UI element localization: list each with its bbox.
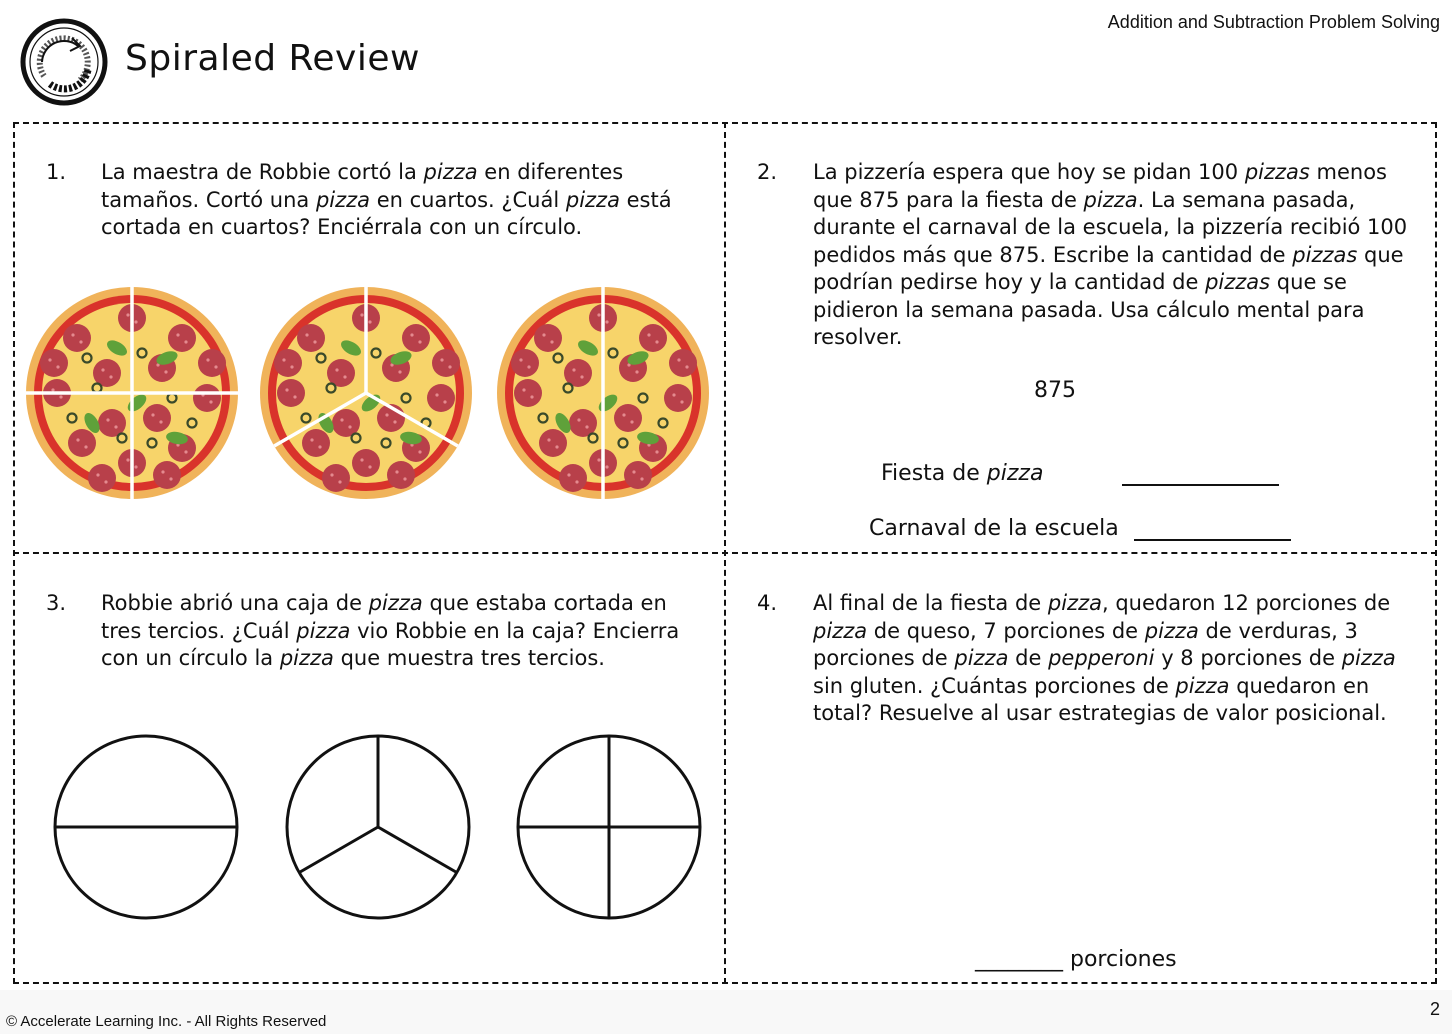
question-4-text [813, 590, 1433, 728]
circle-halves-icon[interactable] [53, 734, 239, 920]
question-3-line-3: con un círculo la pizza que muestra tres tercios. [101, 646, 605, 670]
copyright: © Accelerate Learning Inc. - All Rights Reserved [6, 1013, 327, 1030]
circle-quarters-icon[interactable] [516, 734, 702, 920]
question-2-line-4: pedidos más que 875. Escribe la cantidad de pizzas que [813, 242, 1404, 267]
question-2-line-7: resolver. [813, 325, 903, 349]
question-2-line-3: durante el carnaval de la escuela, la pizzería recibió 100 [813, 215, 1408, 239]
question-3-line-1: Robbie abrió una caja de pizza que estaba cortada en [101, 591, 667, 615]
pizza-halves-icon[interactable] [491, 281, 715, 505]
question-3-text [101, 590, 716, 673]
question-2-line-2: que 875 para la fiesta de pizza. La semana pasada, [813, 187, 1356, 212]
question-4-line-1: Al final de la fiesta de pizza, quedaron 12 porciones de [813, 591, 1391, 615]
fiesta-answer-blank[interactable] [1122, 484, 1279, 486]
porciones-answer[interactable]: ________ porciones [975, 947, 1177, 972]
worksheet-subject: Addition and Subtraction Problem Solving [1107, 12, 1440, 32]
carnaval-label: Carnaval de la escuela [869, 516, 1119, 541]
question-3-number: 3. [46, 591, 67, 615]
question-1-line-3: cortada en cuartos? Enciérrala con un círculo. [101, 215, 583, 239]
horizontal-divider [13, 552, 1437, 554]
question-4-number: 4. [757, 591, 778, 615]
pizza-thirds-icon[interactable] [256, 283, 476, 503]
question-2-number: 2. [757, 160, 778, 184]
question-4-line-2: pizza de queso, 7 porciones de pizza de verduras, 3 [813, 618, 1358, 643]
question-2-text [813, 159, 1428, 352]
page-title: Spiraled Review [125, 38, 420, 79]
center-value: 875 [1034, 378, 1076, 403]
question-2-line-5: podrían pedirse hoy y la cantidad de pizzas que se [813, 270, 1347, 294]
page-number: 2 [1429, 999, 1440, 1019]
question-1-number: 1. [46, 160, 67, 184]
question-4-line-3: porciones de pizza de pepperoni y 8 porciones de pizza [813, 646, 1396, 670]
question-1-line-1: La maestra de Robbie cortó la pizza en diferentes [101, 160, 624, 184]
circle-thirds-icon[interactable] [285, 734, 471, 920]
pizza-quarters-icon[interactable] [22, 283, 242, 503]
question-3-line-2: tres tercios. ¿Cuál pizza vio Robbie en la caja? Encierra [101, 618, 680, 643]
fiesta-label: Fiesta de pizza [881, 461, 1044, 486]
question-1-line-2: tamaños. Cortó una pizza en cuartos. ¿Cuál pizza está [101, 187, 672, 212]
question-2-line-6: pidieron la semana pasada. Usa cálculo mental para [813, 297, 1365, 322]
carnaval-answer-blank[interactable] [1134, 539, 1291, 541]
spiral-arrow-icon [20, 18, 108, 106]
question-4-line-5: total? Resuelve al usar estrategias de valor posicional. [813, 701, 1387, 725]
question-4-line-4: sin gluten. ¿Cuántas porciones de pizza quedaron en [813, 673, 1370, 698]
question-2-line-1: La pizzería espera que hoy se pidan 100 pizzas menos [813, 160, 1387, 184]
question-1-text [101, 159, 711, 242]
